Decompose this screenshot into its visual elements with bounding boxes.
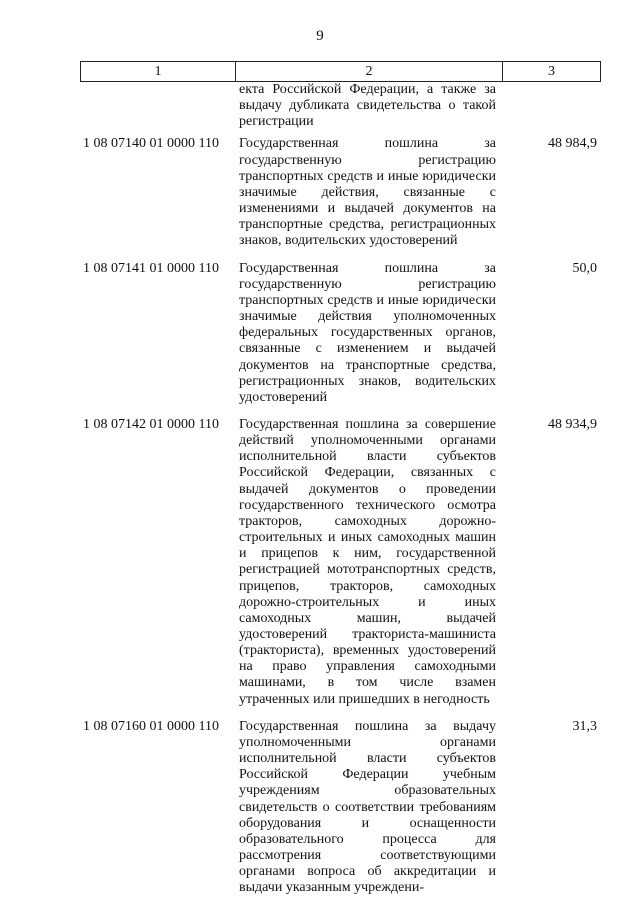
budget-code: 1 08 07140 01 0000 110 (83, 136, 219, 152)
row-amount: 31,3 (572, 718, 597, 734)
column-header-2: 2 (236, 62, 503, 81)
row-amount: 50,0 (572, 260, 597, 276)
row-description: Государственная пошлина за выдачу уполномоченными органами исполнительной власти субъектов Российской Федерации учебным учреждениям образовательных свидетельств о соответствии требованиям оборудования и оснащенности образовательного процесса для рассмотрения соответствующими органами вопроса об аккредитации и выдачи указанным учреждени- (239, 718, 496, 896)
table-row (80, 417, 601, 708)
row-description: екта Российской Федерации, а также за выдачу дубликата свидетельства о такой регистрации (239, 82, 496, 130)
table-body (80, 82, 601, 897)
budget-code (80, 82, 235, 130)
row-description: Государственная пошлина за государственную регистрацию транспортных средств и иные юридически значимые действия, связанные с изменениями и выдачей документов на транспортные средства, регистрационных знаков, водительских удостоверений (239, 136, 496, 249)
row-amount (502, 82, 601, 130)
table-header (80, 61, 601, 82)
budget-code: 1 08 07141 01 0000 110 (83, 260, 219, 276)
column-header-1: 1 (81, 62, 236, 81)
row-description: Государственная пошлина за совершение действий уполномоченными органами исполнительной власти субъектов Российской Федерации, связанных с выдачей документов о проведении государственного технического осмотра тракторов, самоходных дорожно-строительных и иных самоходных машин и прицепов к ним, государственной регистрацией мототранспортных средств, прицепов, тракторов, самоходных дорожно-строительных и иных самоходных машин, выдачей удостоверений тракториста-машиниста (тракториста), временных удостоверений на право управления самоходными машинами, в том числе взамен утраченных или пришедших в негодность (239, 416, 496, 707)
page-number: 9 (316, 28, 324, 44)
table-row (80, 261, 601, 406)
row-amount: 48 984,9 (548, 136, 597, 152)
column-header-3: 3 (548, 64, 555, 79)
budget-code: 1 08 07160 01 0000 110 (83, 718, 219, 734)
table-row (80, 82, 601, 130)
table-row (80, 136, 601, 249)
table-row (80, 719, 601, 897)
budget-code: 1 08 07142 01 0000 110 (83, 416, 219, 432)
row-amount: 48 934,9 (548, 416, 597, 432)
row-description: Государственная пошлина за государственную регистрацию транспортных средств и иные юридически значимые действия уполномоченных федеральных государственных органов, связанные с изменением и выдачей документов на транспортные средства, регистрационных знаков, водительских удостоверений (239, 260, 496, 405)
